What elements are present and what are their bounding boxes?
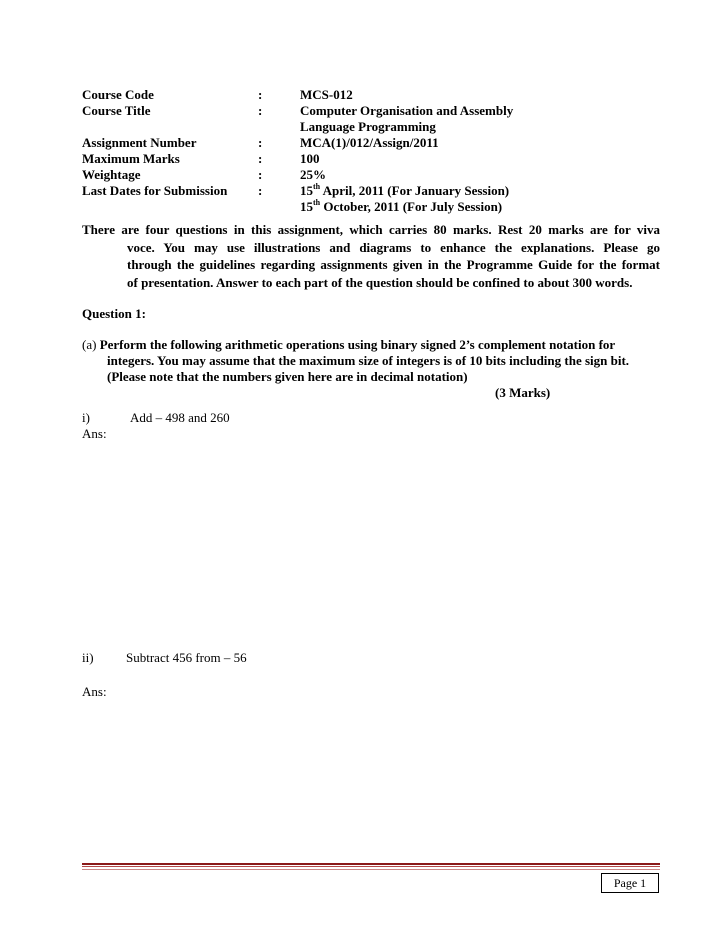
question-1a xyxy=(82,337,630,384)
item-ii-number: ii) xyxy=(82,650,94,665)
course-code-sep: : xyxy=(258,87,263,102)
part-a-line: (Please note that the numbers given here are in decimal notation) xyxy=(107,369,468,384)
submission-dates-label: Last Dates for Submission xyxy=(82,183,228,198)
instructions-line: of presentation. Answer to each part of the question should be confined to about 300 words. xyxy=(127,274,633,290)
maximum-marks-sep: : xyxy=(258,151,263,166)
course-title-value-line2: Language Programming xyxy=(300,119,436,134)
question-1-heading: Question 1: xyxy=(82,306,146,321)
item-ii-text: Subtract 456 from – 56 xyxy=(126,650,247,665)
course-title-value: Computer Organisation and Assembly xyxy=(300,103,514,118)
assignment-number-label: Assignment Number xyxy=(82,135,197,150)
weightage-label: Weightage xyxy=(82,167,141,182)
footer-divider-3 xyxy=(82,869,660,870)
maximum-marks-value: 100 xyxy=(300,151,320,166)
part-a-label: (a) xyxy=(82,337,97,352)
submission-dates-sep: : xyxy=(258,183,263,198)
item-i-answer-label: Ans: xyxy=(82,426,107,441)
marks-label: (3 Marks) xyxy=(495,385,551,400)
course-title-sep: : xyxy=(258,103,263,118)
course-title-label: Course Title xyxy=(82,103,151,118)
course-code-value: MCS-012 xyxy=(300,87,353,102)
assignment-number-value: MCA(1)/012/Assign/2011 xyxy=(300,135,439,150)
course-code-label: Course Code xyxy=(82,87,154,102)
submission-date-january: 15th April, 2011 (For January Session) xyxy=(300,181,510,198)
page-number: Page 1 xyxy=(601,873,659,893)
footer-divider-2 xyxy=(82,866,660,867)
part-a-line: Perform the following arithmetic operations using binary signed 2’s complement notation for xyxy=(99,337,616,352)
item-ii-answer-label: Ans: xyxy=(82,684,107,699)
instructions-line: There are four questions in this assignment, which carries 80 marks. Rest 20 marks are for viva xyxy=(82,222,660,237)
footer-divider xyxy=(82,863,660,865)
item-i-text: Add – 498 and 260 xyxy=(130,410,230,425)
submission-date-july: 15th October, 2011 (For July Session) xyxy=(300,197,503,214)
weightage-sep: : xyxy=(258,167,263,182)
weightage-value: 25% xyxy=(300,167,326,182)
maximum-marks-label: Maximum Marks xyxy=(82,151,180,166)
assignment-number-sep: : xyxy=(258,135,263,150)
instructions-line: through the guidelines regarding assignments given in the Programme Guide for the format xyxy=(127,257,660,272)
item-i-number: i) xyxy=(82,410,90,425)
instructions-paragraph xyxy=(82,221,660,291)
part-a-line: integers. You may assume that the maximum size of integers is of 10 bits including the sign bit. xyxy=(107,353,630,368)
instructions-line: voce. You may use illustrations and diagrams to enhance the explanations. Please go xyxy=(127,239,660,255)
